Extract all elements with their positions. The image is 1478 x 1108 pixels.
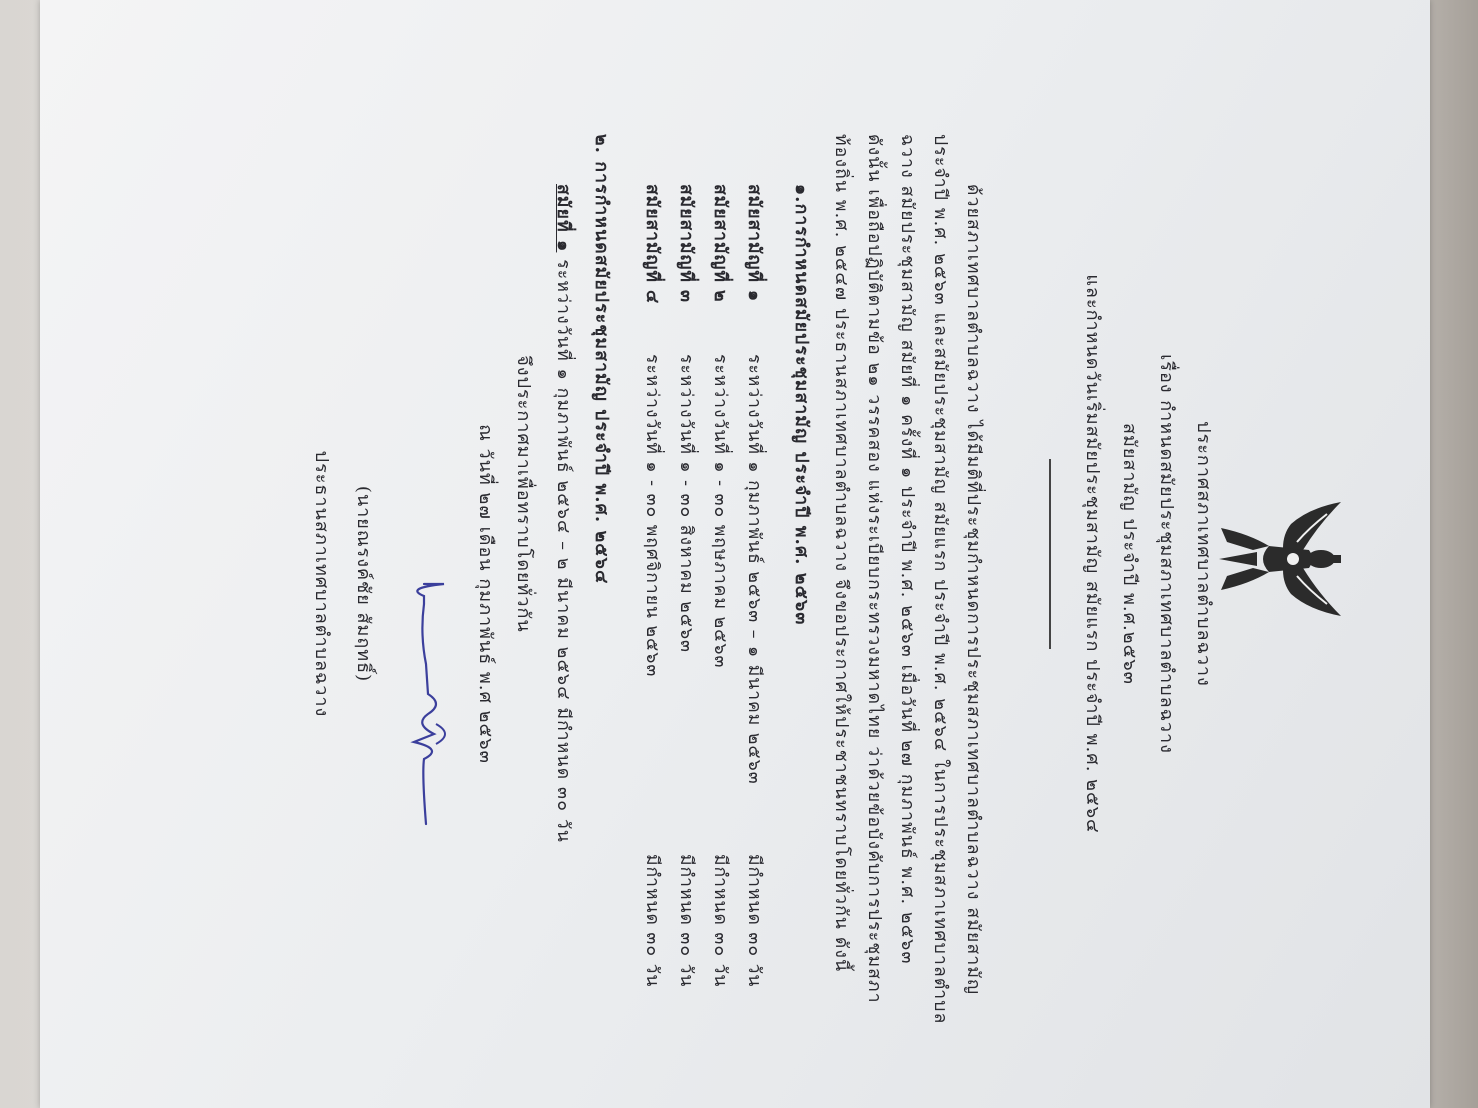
- body-line-1: ด้วยสภาเทศบาลตำบลฉวาง ได้มีมติที่ประชุมกำหนดการประชุมสภาเทศบาลตำบลฉวาง สมัยสามัญ: [963, 184, 983, 996]
- session-name: สมัยสามัญที่ ๔: [642, 184, 662, 305]
- body-line-5: ท้องถิ่น พ.ศ. ๒๕๔๗ ประธานสภาเทศบาลตำบลฉวาง จึงขอประกาศให้ประชาชนทราบโดยทั่วกัน ดังนี้: [831, 134, 851, 973]
- section2-session-label: สมัยที่ ๑: [553, 184, 573, 253]
- section2-session: [546, 184, 579, 843]
- body-line-2: ประจำปี พ.ศ. ๒๕๖๓ และสมัยประชุมสามัญ สมัยแรก ประจำปี พ.ศ. ๒๕๖๔ ในการประชุมสภาเทศบาลตำบล: [930, 134, 950, 1025]
- session-duration: มีกำหนด ๓๐ วัน: [744, 854, 764, 988]
- section2-title: ๒. การกำหนดสมัยประชุมสามัญ ประจำปี พ.ศ. ๒๕๖๔: [591, 134, 611, 585]
- session-name: สมัยสามัญที่ ๒: [710, 184, 730, 303]
- session-period: ระหว่างวันที่ ๑ - ๓๐ พฤศจิกายน ๒๕๖๓: [642, 354, 662, 678]
- garuda-emblem-icon: [1209, 494, 1349, 624]
- section1-title: ๑.การกำหนดสมัยประชุมสามัญ ประจำปี พ.ศ. ๒๕๖๓: [791, 184, 811, 626]
- signer-name: (นายณรงค์ชัย สัมฤทธิ์): [353, 485, 374, 683]
- subject-line-3: และกำหนดวันเริ่มสมัยประชุมสามัญ สมัยแรก ประจำปี พ.ศ. ๒๕๖๔: [1082, 274, 1103, 834]
- session-period: ระหว่างวันที่ ๑ กุมภาพันธ์ ๒๕๖๓ – ๑ มีนาคม ๒๕๖๓: [744, 354, 764, 785]
- issuer-title: ประกาศสภาเทศบาลตำบลฉวาง: [1193, 421, 1214, 687]
- date-line: ณ วันที่ ๒๗ เดือน กุมภาพันธ์ พ.ศ ๒๕๖๓: [475, 424, 496, 764]
- subject-label: เรื่อง: [1156, 354, 1177, 394]
- body-line-4: ดังนั้น เพื่อถือปฏิบัติตามข้อ ๒๑ วรรคสอง แห่งระเบียบกระทรวงมหาดไทย ว่าด้วยข้อบังคับการประชุมสภา: [864, 134, 884, 1004]
- session-duration: มีกำหนด ๓๐ วัน: [710, 854, 730, 988]
- rotated-document: [109, 54, 1369, 1054]
- subject-text: กำหนดสมัยประชุมสภาเทศบาลตำบลฉวาง: [1156, 400, 1177, 754]
- session-duration: มีกำหนด ๓๐ วัน: [676, 854, 696, 988]
- title-divider: [1049, 459, 1051, 649]
- signer-title: ประธานสภาเทศบาลตำบลฉวาง: [311, 450, 332, 718]
- session-duration: มีกำหนด ๓๐ วัน: [642, 854, 662, 988]
- subject-line-2: สมัยสามัญ ประจำปี พ.ศ.๒๕๖๓: [1119, 423, 1140, 685]
- subject-line: [1153, 54, 1182, 1054]
- session-name: สมัยสามัญที่ ๓: [676, 184, 696, 304]
- closing-statement: จึงประกาศมาเพื่อทราบโดยทั่วกัน: [513, 355, 534, 633]
- body-line-3: ฉวาง สมัยประชุมสามัญ สมัยที่ ๑ ครั้งที่ ๑ ประจำปี พ.ศ. ๒๕๖๓ เมื่อวันที่ ๒๗ กุมภาพันธ์ พ.ศ. ๒๕๖๓: [897, 134, 917, 965]
- session-period: ระหว่างวันที่ ๑ - ๓๐ สิงหาคม ๒๕๖๓: [676, 354, 696, 654]
- session-name: สมัยสามัญที่ ๑: [744, 184, 764, 303]
- signature-icon: [384, 574, 464, 834]
- section2-period: ระหว่างวันที่ ๑ กุมภาพันธ์ ๒๕๖๔ – ๒ มีนาคม ๒๕๖๔ มีกำหนด ๓๐ วัน: [553, 259, 573, 844]
- session-period: ระหว่างวันที่ ๑ - ๓๐ พฤษภาคม ๒๕๖๓: [710, 354, 730, 669]
